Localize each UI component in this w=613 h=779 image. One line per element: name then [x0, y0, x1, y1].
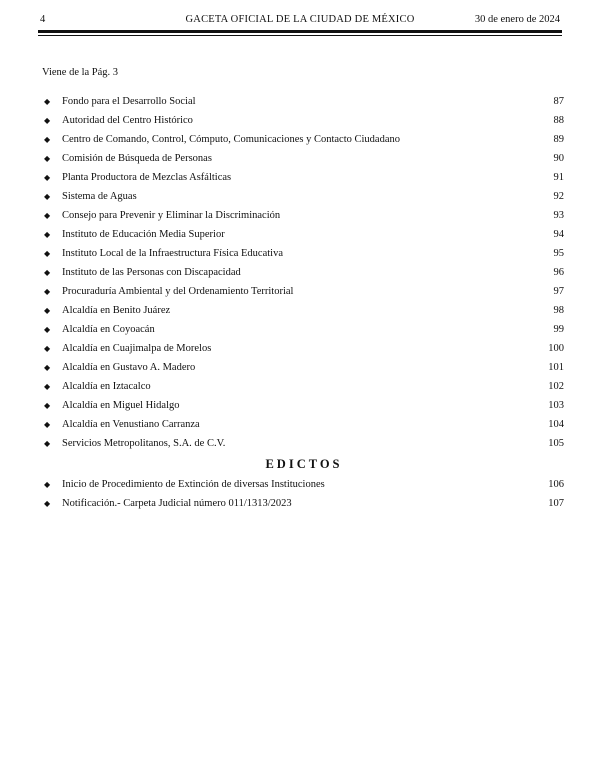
diamond-bullet-icon: ◆: [44, 173, 51, 182]
toc-entry-label: Inicio de Procedimiento de Extinción de diversas Instituciones: [62, 479, 325, 490]
toc-entry-page: 107: [548, 498, 564, 509]
diamond-bullet-icon: ◆: [44, 499, 51, 508]
toc-entry-page: 92: [553, 191, 564, 202]
header-rule-thick: [38, 30, 562, 33]
continued-from-note: Viene de la Pág. 3: [42, 67, 119, 78]
edictos-heading: EDICTOS: [265, 457, 343, 471]
diamond-bullet-icon: ◆: [44, 382, 51, 391]
toc-entry-page: 100: [548, 343, 564, 354]
toc-main-list: [44, 92, 564, 453]
diamond-bullet-icon: ◆: [44, 249, 51, 258]
toc-entry-label: Instituto de las Personas con Discapacidad: [62, 267, 241, 278]
toc-entry-label: Servicios Metropolitanos, S.A. de C.V.: [62, 438, 226, 449]
toc-entry-page: 105: [548, 438, 564, 449]
toc-entry-page: 94: [553, 229, 564, 240]
toc-entry-page: 87: [553, 96, 564, 107]
toc-entry: [44, 263, 564, 282]
toc-entry-label: Alcaldía en Iztacalco: [62, 381, 151, 392]
toc-entry: [44, 206, 564, 225]
toc-entry: [44, 358, 564, 377]
toc-entry-page: 88: [553, 115, 564, 126]
diamond-bullet-icon: ◆: [44, 116, 51, 125]
diamond-bullet-icon: ◆: [44, 325, 51, 334]
toc-entry: [44, 244, 564, 263]
toc-entry-page: 104: [548, 419, 564, 430]
diamond-bullet-icon: ◆: [44, 287, 51, 296]
issue-date: 30 de enero de 2024: [474, 14, 560, 25]
toc-entry: [44, 130, 564, 149]
toc-entry-page: 103: [548, 400, 564, 411]
toc-entry-label: Sistema de Aguas: [62, 191, 137, 202]
gazette-title: GACETA OFICIAL DE LA CIUDAD DE MÉXICO: [185, 14, 415, 25]
page-number: 4: [40, 14, 46, 25]
toc-entry: [44, 415, 564, 434]
diamond-bullet-icon: ◆: [44, 135, 51, 144]
toc-entry-page: 90: [553, 153, 564, 164]
diamond-bullet-icon: ◆: [44, 401, 51, 410]
diamond-bullet-icon: ◆: [44, 306, 51, 315]
toc-entry-page: 102: [548, 381, 564, 392]
toc-entry: [44, 301, 564, 320]
diamond-bullet-icon: ◆: [44, 211, 51, 220]
toc-entry-label: Alcaldía en Cuajimalpa de Morelos: [62, 343, 212, 354]
toc-entry: [44, 320, 564, 339]
toc-entry-label: Alcaldía en Benito Juárez: [62, 305, 171, 316]
toc-entry: [44, 396, 564, 415]
toc-entry: [44, 168, 564, 187]
toc-entry-label: Alcaldía en Coyoacán: [62, 324, 155, 335]
toc-entry-label: Comisión de Búsqueda de Personas: [62, 153, 212, 164]
toc-entry-page: 101: [548, 362, 564, 373]
diamond-bullet-icon: ◆: [44, 363, 51, 372]
toc-entry-label: Planta Productora de Mezclas Asfálticas: [62, 172, 232, 183]
diamond-bullet-icon: ◆: [44, 439, 51, 448]
toc-entry-page: 99: [553, 324, 564, 335]
page-header: [40, 14, 560, 30]
toc-entry: [44, 377, 564, 396]
toc-entry-page: 93: [553, 210, 564, 221]
toc-entry: [44, 149, 564, 168]
toc-entry: [44, 187, 564, 206]
toc-entry-label: Instituto de Educación Media Superior: [62, 229, 225, 240]
toc-entry-label: Centro de Comando, Control, Cómputo, Comunicaciones y Contacto Ciudadano: [62, 134, 400, 145]
diamond-bullet-icon: ◆: [44, 268, 51, 277]
toc-entry-label: Procuraduría Ambiental y del Ordenamiento Territorial: [62, 286, 294, 297]
diamond-bullet-icon: ◆: [44, 420, 51, 429]
toc-entry: [44, 282, 564, 301]
toc-entry-label: Alcaldía en Gustavo A. Madero: [62, 362, 196, 373]
toc-entry: [44, 92, 564, 111]
table-of-contents: [44, 92, 564, 513]
toc-entry-page: 98: [553, 305, 564, 316]
toc-edictos-list: [44, 475, 564, 513]
toc-entry-label: Notificación.- Carpeta Judicial número 011/1313/2023: [62, 498, 292, 509]
toc-entry: [44, 225, 564, 244]
toc-entry-label: Autoridad del Centro Histórico: [62, 115, 193, 126]
toc-entry-page: 95: [553, 248, 564, 259]
diamond-bullet-icon: ◆: [44, 230, 51, 239]
toc-entry: [44, 339, 564, 358]
diamond-bullet-icon: ◆: [44, 480, 51, 489]
toc-entry: [44, 494, 564, 513]
toc-entry-page: 89: [553, 134, 564, 145]
diamond-bullet-icon: ◆: [44, 97, 51, 106]
toc-entry-page: 97: [553, 286, 564, 297]
toc-entry-page: 91: [553, 172, 564, 183]
toc-entry-label: Alcaldía en Miguel Hidalgo: [62, 400, 180, 411]
toc-entry: [44, 434, 564, 453]
diamond-bullet-icon: ◆: [44, 192, 51, 201]
toc-entry-page: 96: [553, 267, 564, 278]
toc-entry-label: Consejo para Prevenir y Eliminar la Discriminación: [62, 210, 281, 221]
toc-entry: [44, 111, 564, 130]
diamond-bullet-icon: ◆: [44, 344, 51, 353]
header-rule-thin: [38, 35, 562, 36]
toc-entry-label: Alcaldía en Venustiano Carranza: [62, 419, 200, 430]
toc-entry-label: Instituto Local de la Infraestructura Física Educativa: [62, 248, 283, 259]
toc-entry-page: 106: [548, 479, 564, 490]
toc-entry-label: Fondo para el Desarrollo Social: [62, 96, 196, 107]
diamond-bullet-icon: ◆: [44, 154, 51, 163]
toc-entry: [44, 475, 564, 494]
